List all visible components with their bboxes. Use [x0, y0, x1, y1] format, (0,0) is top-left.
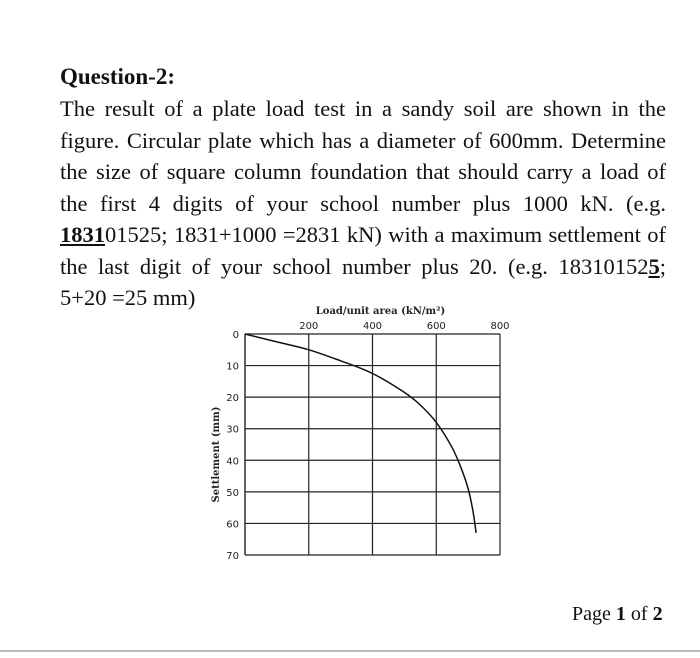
page-number-total: 2 [652, 603, 663, 625]
school-number-example-prefix: 1831 [60, 222, 105, 247]
plate-load-test-chart [0, 300, 700, 570]
question-text-part-2: 01525; 1831+1000 =2831 kN) with a maximum settlement of the last digit of your school number plus 20. (e.g. 18310152 [60, 222, 666, 279]
page-number-current: 1 [615, 603, 626, 625]
x-tick-label-400: 400 [362, 321, 383, 332]
page-number-prefix: Page [572, 603, 616, 625]
x-tick-label-200: 200 [299, 321, 319, 332]
page-number [572, 601, 663, 627]
y-tick-label-60: 60 [226, 519, 239, 531]
y-tick-label-20: 20 [226, 393, 239, 405]
y-tick-label-50: 50 [226, 487, 239, 499]
page-number-middle: of [625, 603, 653, 625]
y-tick-label-10: 10 [226, 361, 239, 373]
question-text [60, 93, 666, 314]
x-axis-label: Load/unit area (kN/m²) [315, 306, 446, 317]
question-text-part-3: ; 5+20 =25 mm) [60, 253, 666, 310]
page-divider [0, 650, 700, 652]
x-tick-label-800: 800 [490, 321, 510, 332]
load-settlement-curve-0 [245, 334, 476, 533]
question-text-part-1: The result of a plate load test in a sandy soil are shown in the figure. Circular plate which has a diameter of 600mm. Determine the size of square column foundation that should carry a load of the first 4 digits of your school number plus 1000 kN. (e.g. [60, 96, 666, 216]
x-tick-label-600: 600 [426, 321, 446, 332]
y-tick-label-0: 0 [232, 330, 239, 341]
y-tick-label-40: 40 [226, 456, 239, 468]
y-tick-label-70: 70 [226, 551, 239, 562]
question-title: Question-2: [60, 64, 175, 89]
school-number-example-last-digit: 5 [648, 253, 660, 279]
y-axis-label: Settlement (mm) [211, 406, 222, 503]
y-tick-label-30: 30 [226, 424, 239, 436]
